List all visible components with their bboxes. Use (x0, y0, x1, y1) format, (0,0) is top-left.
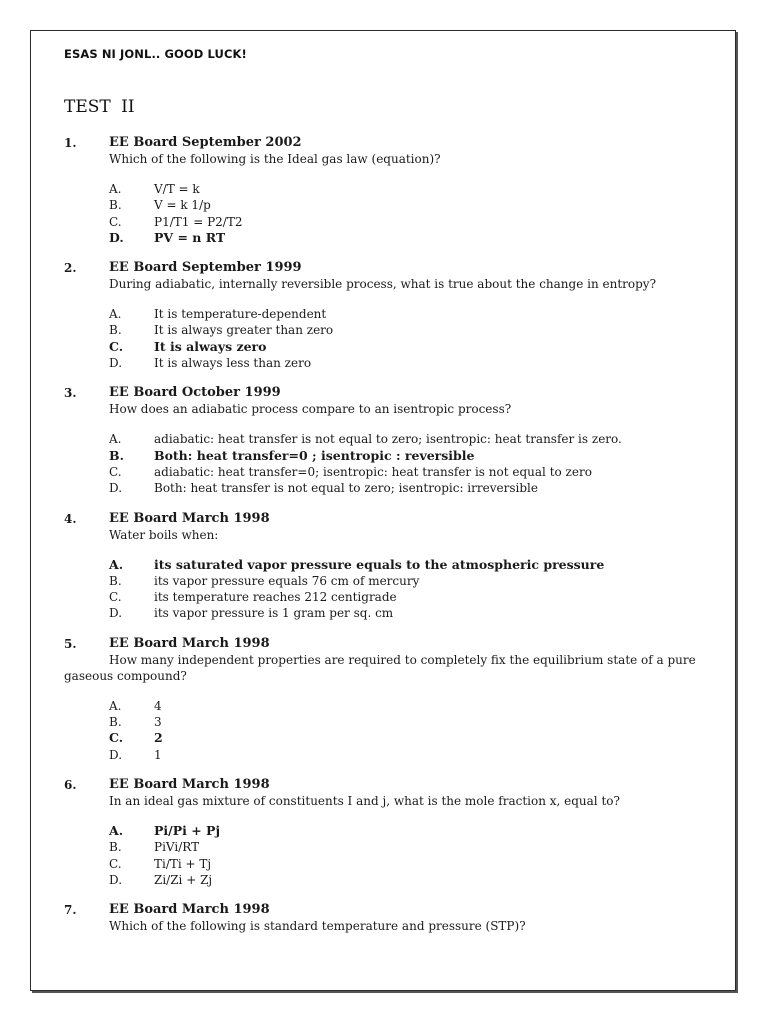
option-d (64, 747, 704, 763)
option-c (64, 214, 704, 230)
option-a (64, 306, 704, 322)
option-text: It is always less than zero (154, 356, 312, 371)
option-text: It is always zero (154, 338, 267, 354)
option-text: It is temperature-dependent (154, 307, 327, 322)
option-text: Ti/Ti + Tj (154, 856, 212, 871)
document-page (30, 30, 736, 991)
option-letter: A. (109, 822, 124, 838)
option-b (64, 573, 704, 589)
option-list (64, 823, 704, 888)
option-letter: C. (109, 338, 124, 354)
option-a-correct (64, 557, 704, 573)
option-text: its temperature reaches 212 centigrade (154, 590, 397, 605)
option-b (64, 322, 704, 338)
option-letter: C. (109, 590, 122, 605)
option-c (64, 464, 704, 480)
question-text: Which of the following is the Ideal gas law (equation)? (109, 152, 441, 166)
option-text: Both: heat transfer=0 ; isentropic : reversible (154, 447, 475, 463)
option-text: its vapor pressure is 1 gram per sq. cm (154, 606, 394, 621)
option-text: its vapor pressure equals 76 cm of mercury (154, 573, 420, 588)
option-letter: D. (109, 606, 123, 621)
option-text: PiVi/RT (154, 840, 200, 855)
option-text: 3 (154, 715, 162, 730)
question-board: EE Board September 1999 (109, 260, 302, 276)
option-text: P1/T1 = P2/T2 (154, 214, 243, 229)
option-text: V/T = k (154, 182, 200, 196)
option-text: It is always greater than zero (154, 323, 334, 338)
option-letter: B. (109, 715, 122, 730)
question-text: Water boils when: (109, 527, 219, 542)
question-text: How does an adiabatic process compare to an isentropic process? (109, 402, 512, 417)
option-text: Zi/Zi + Zj (154, 872, 213, 887)
page-title: TEST II (64, 97, 135, 117)
question-5 (64, 636, 704, 763)
option-letter: B. (109, 323, 122, 338)
option-c (64, 856, 704, 872)
option-list (64, 557, 704, 622)
option-c (64, 589, 704, 605)
question-number: 3. (64, 386, 77, 401)
option-text: 4 (154, 698, 162, 713)
option-a-correct (64, 823, 704, 839)
question-text: Which of the following is standard temperature and pressure (STP)? (109, 919, 526, 934)
question-number: 7. (64, 903, 77, 918)
question-board: EE Board March 1998 (109, 776, 270, 792)
question-text: During adiabatic, internally reversible process, what is true about the change in entropy? (109, 277, 657, 292)
question-1 (64, 135, 704, 246)
option-letter: A. (109, 307, 122, 322)
option-letter: B. (109, 573, 122, 588)
option-letter: C. (109, 214, 122, 229)
option-list (64, 306, 704, 371)
option-text: 2 (154, 730, 163, 746)
question-text: In an ideal gas mixture of constituents I and j, what is the mole fraction x, equal to? (109, 793, 620, 808)
question-number: 1. (64, 136, 77, 150)
option-b (64, 714, 704, 730)
question-board: EE Board March 1998 (109, 635, 270, 651)
page-header: ESAS NI JONL.. GOOD LUCK! (64, 47, 247, 61)
option-c-correct (64, 339, 704, 355)
option-b (64, 839, 704, 855)
question-number: 6. (64, 777, 77, 792)
option-b (64, 197, 704, 213)
option-letter: A. (109, 698, 122, 713)
option-letter: D. (109, 481, 123, 496)
option-letter: A. (109, 432, 122, 447)
question-number: 4. (64, 511, 77, 526)
question-2 (64, 260, 704, 371)
question-7 (64, 902, 704, 934)
option-list (64, 431, 704, 496)
question-4 (64, 511, 704, 622)
option-letter: C. (109, 856, 122, 871)
option-d-correct (64, 230, 704, 246)
option-text: Both: heat transfer is not equal to zero; isentropic: irreversible (154, 481, 538, 496)
option-c-correct (64, 730, 704, 746)
option-text: V = k 1/p (154, 198, 211, 213)
option-list (64, 181, 704, 246)
option-letter: B. (109, 447, 124, 463)
option-d (64, 480, 704, 496)
option-a (64, 431, 704, 447)
option-text: its saturated vapor pressure equals to the atmospheric pressure (154, 556, 605, 572)
option-letter: D. (109, 356, 123, 371)
option-letter: B. (109, 840, 122, 855)
question-6 (64, 777, 704, 888)
question-number: 2. (64, 261, 77, 276)
question-text: How many independent properties are required to completely fix the equilibrium state of a pure gaseous compound? (64, 652, 696, 683)
option-letter: C. (109, 464, 122, 479)
option-list (64, 698, 704, 763)
option-d (64, 872, 704, 888)
option-letter: C. (109, 730, 124, 746)
option-a (64, 698, 704, 714)
option-letter: B. (109, 198, 122, 213)
option-text: adiabatic: heat transfer=0; isentropic: heat transfer is not equal to zero (154, 464, 592, 479)
option-a (64, 181, 704, 197)
question-number: 5. (64, 636, 77, 651)
option-letter: A. (109, 556, 124, 572)
question-list (64, 135, 704, 934)
option-letter: A. (109, 182, 122, 196)
option-letter: D. (109, 872, 123, 887)
question-3 (64, 385, 704, 496)
option-b-correct (64, 448, 704, 464)
question-board: EE Board September 2002 (109, 135, 302, 150)
option-letter: D. (109, 747, 123, 762)
option-letter: D. (109, 229, 124, 245)
question-board: EE Board March 1998 (109, 902, 270, 918)
option-text: adiabatic: heat transfer is not equal to zero; isentropic: heat transfer is zero. (154, 432, 622, 447)
option-text: Pi/Pi + Pj (154, 822, 220, 838)
option-d (64, 605, 704, 621)
option-d (64, 355, 704, 371)
option-text: 1 (154, 747, 162, 762)
question-board: EE Board October 1999 (109, 385, 281, 401)
option-text: PV = n RT (154, 229, 226, 245)
question-board: EE Board March 1998 (109, 510, 270, 526)
